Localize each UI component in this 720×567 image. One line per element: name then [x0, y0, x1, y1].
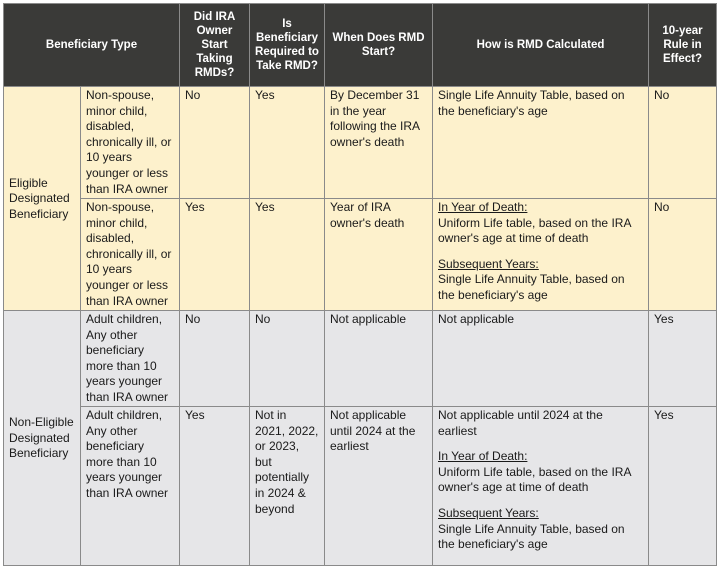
header-beneficiary-type: Beneficiary Type: [4, 4, 180, 87]
spacer: [438, 439, 643, 449]
how-heading-year-of-death: In Year of Death:: [438, 200, 528, 214]
how-text-year-of-death: Uniform Life table, based on the IRA owner's age at time of death: [438, 215, 631, 246]
cell-ten-year-rule: No: [649, 87, 717, 199]
cell-subtype: Adult children, Any other beneficiary more than 10 years younger than IRA owner: [81, 407, 180, 566]
table-row: [4, 199, 717, 311]
cell-when-starts: By December 31 in the year following the IRA owner's death: [325, 87, 433, 199]
cell-subtype: Adult children, Any other beneficiary more than 10 years younger than IRA owner: [81, 311, 180, 407]
cell-owner-started: No: [180, 311, 250, 407]
how-text-intro: Not applicable until 2024 at the earliest: [438, 408, 603, 438]
table-row: [4, 407, 717, 566]
header-beneficiary-required: Is Beneficiary Required to Take RMD?: [250, 4, 325, 87]
header-row: [4, 4, 717, 87]
cell-beneficiary-required: Yes: [250, 199, 325, 311]
header-owner-started-rmds: Did IRA Owner Start Taking RMDs?: [180, 4, 250, 87]
rmd-table-container: [3, 3, 716, 565]
how-text-subsequent-years: Single Life Annuity Table, based on the beneficiary's age: [438, 272, 625, 302]
cell-when-starts: Year of IRA owner's death: [325, 199, 433, 311]
group-label-non-eligible: Non-Eligible Designated Beneficiary: [4, 311, 81, 566]
cell-owner-started: No: [180, 87, 250, 199]
how-text-subsequent-years: Single Life Annuity Table, based on the beneficiary's age: [438, 521, 625, 552]
cell-beneficiary-required: No: [250, 311, 325, 407]
header-how-rmd-calculated: How is RMD Calculated: [433, 4, 649, 87]
cell-how-calculated: Not applicable: [433, 311, 649, 407]
how-heading-subsequent-years: Subsequent Years:: [438, 256, 539, 271]
cell-subtype: Non-spouse, minor child, disabled, chronically ill, or 10 years younger or less than IRA owner: [81, 199, 180, 311]
group-label-eligible: Eligible Designated Beneficiary: [4, 87, 81, 311]
cell-owner-started: Yes: [180, 199, 250, 311]
cell-when-starts: Not applicable: [325, 311, 433, 407]
cell-ten-year-rule: Yes: [649, 407, 717, 566]
spacer: [438, 496, 643, 506]
table-row: [4, 311, 717, 407]
cell-when-starts: Not applicable until 2024 at the earliest: [325, 407, 433, 566]
cell-how-calculated: Single Life Annuity Table, based on the beneficiary's age: [433, 87, 649, 199]
table-row: [4, 87, 717, 199]
cell-owner-started: Yes: [180, 407, 250, 566]
cell-ten-year-rule: No: [649, 199, 717, 311]
cell-subtype: Non-spouse, minor child, disabled, chronically ill, or 10 years younger or less than IRA owner: [81, 87, 180, 199]
cell-beneficiary-required: Yes: [250, 87, 325, 199]
how-text-year-of-death: Uniform Life table, based on the IRA owner's age at time of death: [438, 464, 631, 495]
cell-how-calculated: [433, 199, 649, 311]
cell-ten-year-rule: Yes: [649, 311, 717, 407]
cell-beneficiary-required: Not in 2021, 2022, or 2023, but potentially in 2024 & beyond: [250, 407, 325, 566]
how-heading-subsequent-years: Subsequent Years:: [438, 505, 539, 520]
rmd-beneficiary-table: [3, 3, 717, 566]
cell-how-calculated: [433, 407, 649, 566]
spacer: [438, 247, 643, 257]
header-when-rmd-starts: When Does RMD Start?: [325, 4, 433, 87]
how-heading-year-of-death: In Year of Death:: [438, 449, 528, 464]
header-ten-year-rule: 10-year Rule in Effect?: [649, 4, 717, 87]
